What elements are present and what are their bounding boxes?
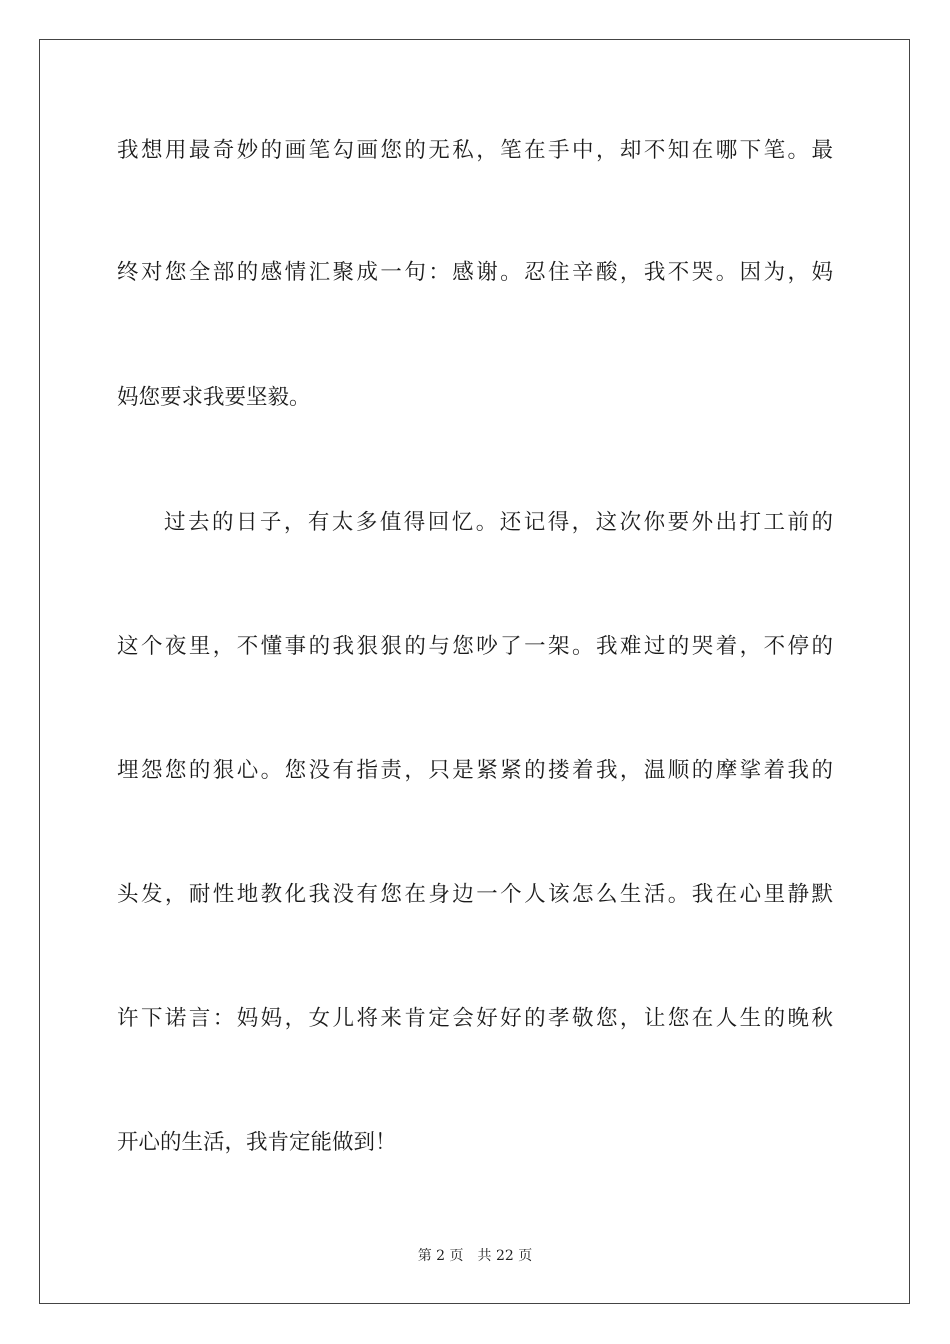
paragraph-2-line-3: 埋怨您的狠心。您没有指责，只是紧紧的搂着我，温顺的摩挲着我的: [117, 758, 833, 783]
paragraph-2-line-1: 过去的日子，有太多值得回忆。还记得，这次你要外出打工前的: [164, 510, 833, 535]
paragraph-1-line-1: 我想用最奇妙的画笔勾画您的无私，笔在手中，却不知在哪下笔。最: [117, 138, 833, 163]
paragraph-2-line-5: 许下诺言：妈妈，女儿将来肯定会好好的孝敬您，让您在人生的晚秋: [117, 1006, 833, 1031]
page-footer: [0, 1246, 950, 1266]
paragraph-1-line-3: 妈您要求我要坚毅。: [117, 385, 311, 410]
page-total: 共 22 页: [477, 1248, 533, 1264]
paragraph-2-line-2: 这个夜里，不懂事的我狠狠的与您吵了一架。我难过的哭着，不停的: [117, 634, 833, 659]
paragraph-2-line-4: 头发，耐性地教化我没有您在身边一个人该怎么生活。我在心里静默: [117, 882, 833, 907]
paragraph-2-line-6: 开心的生活，我肯定能做到！: [117, 1130, 397, 1155]
page-number: 第 2 页: [417, 1248, 464, 1264]
paragraph-1-line-2: 终对您全部的感情汇聚成一句：感谢。忍住辛酸，我不哭。因为，妈: [117, 260, 833, 285]
page-border: [39, 39, 910, 1304]
